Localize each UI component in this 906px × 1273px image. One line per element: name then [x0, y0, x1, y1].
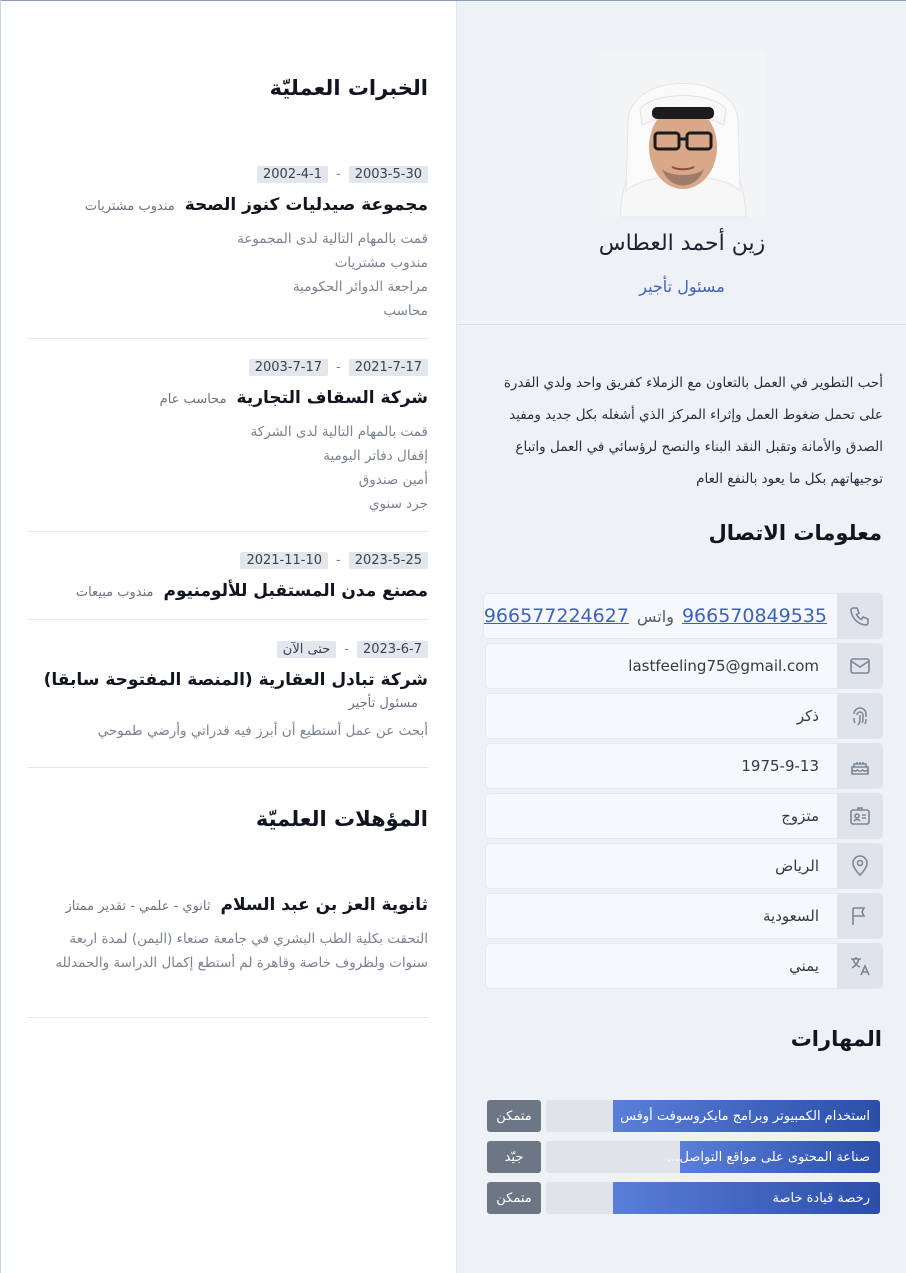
skill-level-badge: متمكن [487, 1182, 541, 1214]
company-name: مصنع مدن المستقبل للألومنيوم [163, 581, 428, 601]
experience-heading [28, 670, 428, 690]
skill-bar [546, 1100, 880, 1132]
profile-job-title: مسئول تأجير [639, 277, 725, 296]
entry-divider [28, 338, 428, 339]
experience-dates [28, 638, 428, 660]
flag-icon [837, 893, 883, 939]
experience-entry [28, 356, 428, 516]
experience-entry [28, 163, 428, 323]
experience-description [28, 420, 428, 516]
contact-section-title: معلومات الاتصال [708, 521, 882, 545]
experience-heading [28, 195, 428, 215]
contact-email-value: lastfeeling75@gmail.com [485, 643, 837, 689]
company-name: شركة تبادل العقارية (المنصة المفتوحة سابقا) [43, 670, 428, 690]
skill-item [487, 1100, 880, 1132]
desc-line: محاسب [383, 303, 428, 319]
skill-bar [546, 1141, 880, 1173]
skill-name: رخصة قيادة خاصة [772, 1190, 870, 1206]
contact-gender-value: ذكر [485, 693, 837, 739]
contact-row-birthdate [485, 743, 883, 789]
contact-country-value: السعودية [485, 893, 837, 939]
date-end: حتى الآن [277, 641, 337, 658]
experience-heading [28, 581, 428, 601]
role-name: محاسب عام [159, 392, 227, 407]
experience-dates [28, 163, 428, 185]
phone-link[interactable]: 966570849535 [681, 605, 827, 627]
sidebar-divider [457, 324, 906, 325]
education-entry [28, 895, 428, 975]
experience-entry [28, 638, 428, 743]
skill-name: صناعة المحتوى على مواقع التواصل... [667, 1149, 870, 1165]
desc-line: أبحث عن عمل أستطيع أن أبرز فيه قدراتي وأرضي طموحي [97, 723, 428, 739]
skill-bar [546, 1182, 880, 1214]
cake-icon [837, 743, 883, 789]
experience-description [28, 227, 428, 323]
contact-row-marital [485, 793, 883, 839]
left-border [0, 0, 1, 1273]
experience-description [28, 719, 428, 743]
contact-row-email [485, 643, 883, 689]
avatar-illustration [600, 51, 766, 217]
contact-city-value: الرياض [485, 843, 837, 889]
skill-name: استخدام الكمبيوتر وبرامج مايكروسوفت أوفس [620, 1108, 870, 1124]
contact-marital-value: متزوج [485, 793, 837, 839]
date-end: 2021-11-10 [240, 552, 328, 569]
date-separator: - [336, 359, 341, 375]
translate-icon [837, 943, 883, 989]
skills-list [487, 1100, 880, 1223]
entry-divider [28, 619, 428, 620]
desc-line: أمين صندوق [358, 472, 428, 488]
desc-line: إقفال دفاتر اليومية [323, 448, 428, 464]
desc-line: جرد سنوي [368, 496, 428, 512]
whatsapp-label: واتس [636, 606, 674, 626]
education-heading [28, 895, 428, 915]
date-start: 2023-5-25 [349, 552, 428, 569]
date-start: 2023-6-7 [357, 641, 428, 658]
skill-item [487, 1182, 880, 1214]
contact-row-city [485, 843, 883, 889]
date-end: 2003-7-17 [249, 359, 328, 376]
desc-line: قمت بالمهام التالية لدى الشركة [250, 424, 428, 440]
date-separator: - [336, 166, 341, 182]
contact-row-phone [485, 593, 883, 639]
contact-birthdate-value: 1975-9-13 [485, 743, 837, 789]
contact-phone-value [483, 593, 837, 639]
experience-dates [28, 356, 428, 378]
experience-dates [28, 549, 428, 571]
entry-divider [28, 1017, 428, 1018]
date-start: 2021-7-17 [349, 359, 428, 376]
entry-divider [28, 767, 428, 768]
skill-level-badge: جيّد [487, 1141, 541, 1173]
skill-level-badge: متمكن [487, 1100, 541, 1132]
role-name: مندوب مشتريات [84, 199, 175, 214]
education-section-title: المؤهلات العلميّة [255, 807, 428, 831]
contact-nationality-value: يمني [485, 943, 837, 989]
mail-icon [837, 643, 883, 689]
contact-row-nationality [485, 943, 883, 989]
skills-section-title: المهارات [790, 1027, 882, 1051]
date-separator: - [344, 641, 349, 657]
entry-divider [28, 531, 428, 532]
date-start: 2003-5-30 [349, 166, 428, 183]
experience-entry [28, 549, 428, 601]
profile-photo [600, 51, 766, 217]
school-name: ثانوية العز بن عبد السلام [220, 895, 428, 915]
profile-name: زين أحمد العطاس [598, 231, 766, 256]
contact-list [485, 593, 883, 993]
main-column [28, 1, 428, 1273]
company-name: مجموعة صيدليات كنوز الصحة [184, 195, 428, 215]
role-name: مندوب مبيعات [75, 585, 154, 600]
whatsapp-link[interactable]: 966577224627 [483, 605, 629, 627]
experience-heading [28, 388, 428, 408]
skill-item [487, 1141, 880, 1173]
desc-line: قمت بالمهام التالية لدى المجموعة [237, 231, 428, 247]
skill-fill [667, 1141, 880, 1173]
education-description: التحقت بكلية الطب البشري في جامعة صنعاء (اليمن) لمدة اربعة سنوات ولظروف خاصة وقاهرة لم أستطع إكمال الدراسة والحمدلله [55, 931, 428, 971]
contact-row-gender [485, 693, 883, 739]
company-name: شركة السقاف التجارية [236, 388, 428, 408]
skill-fill [613, 1182, 880, 1214]
profile-bio: أحب التطوير في العمل بالتعاون مع الزملاء كفريق واحد ولدي القدرة على تحمل ضغوط العمل وإثراء المركز الذي أشغله بكل جديد ومفيد الصدق والأمانة وتقبل النقد البناء والنصح لرؤسائي في العمل واتباع توجيهاتهم بكل ما يعود بالنفع العام [503, 375, 883, 487]
experience-section-title: الخبرات العمليّة [269, 76, 428, 100]
role-name: مسئول تأجير [348, 696, 418, 711]
sidebar [456, 1, 906, 1273]
id-card-icon [837, 793, 883, 839]
skill-fill [613, 1100, 880, 1132]
desc-line: مندوب مشتريات [334, 255, 428, 271]
location-pin-icon [837, 843, 883, 889]
date-separator: - [336, 552, 341, 568]
phone-icon [837, 593, 883, 639]
education-details: ثانوي - علمي - تقدير ممتاز [65, 899, 211, 914]
contact-row-country [485, 893, 883, 939]
date-end: 2002-4-1 [257, 166, 328, 183]
fingerprint-icon [837, 693, 883, 739]
desc-line: مراجعة الدوائر الحكومية [292, 279, 428, 295]
